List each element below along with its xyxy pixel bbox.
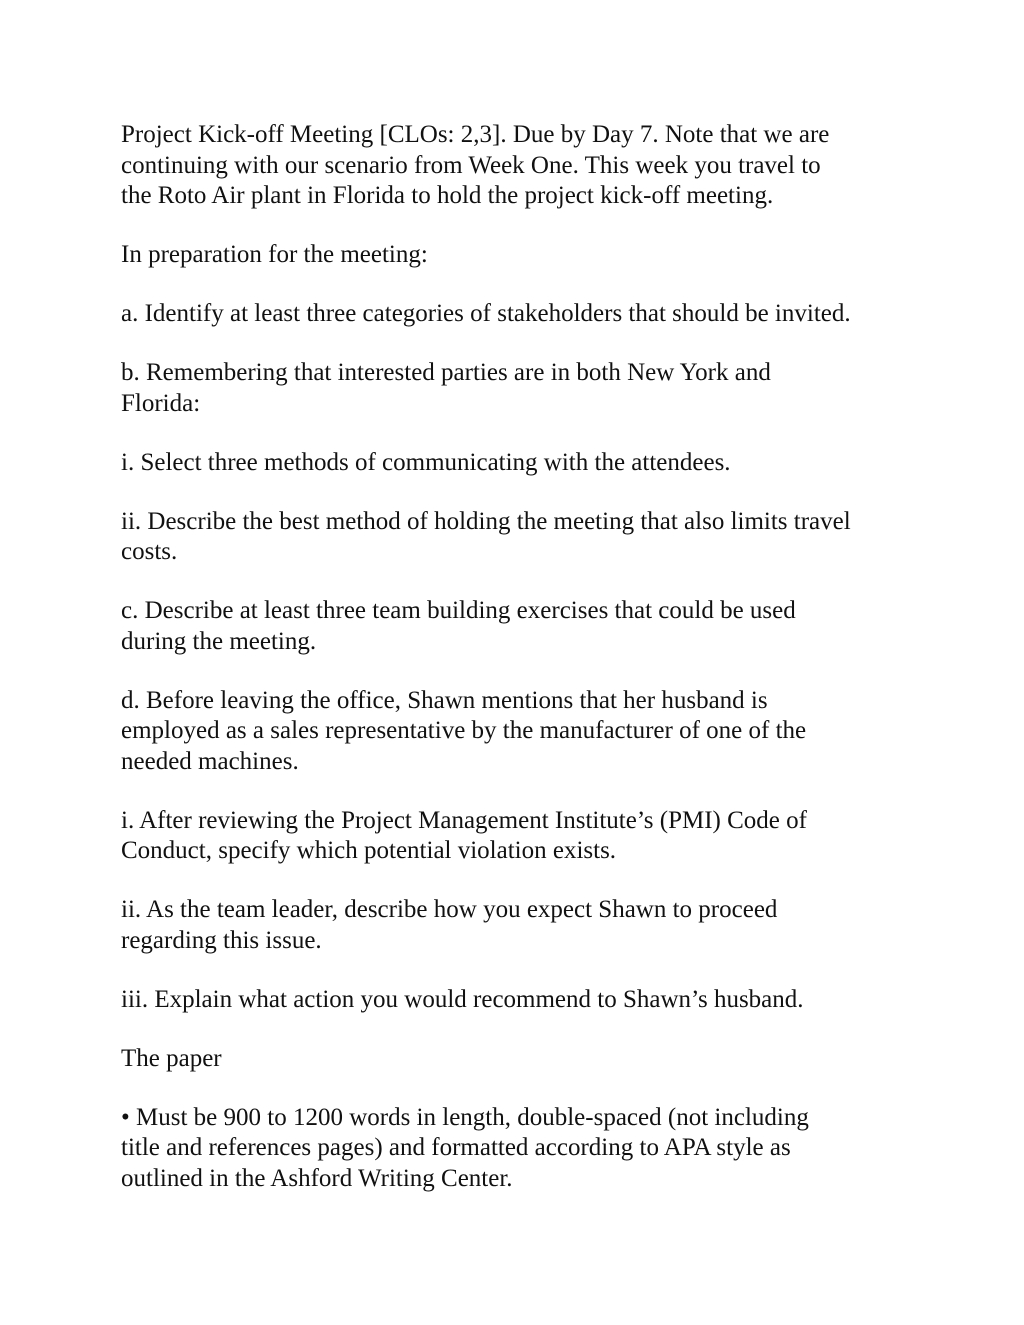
item-d-i-code-of-conduct: i. After reviewing the Project Management Institute’s (PMI) Code of Conduct, specify which potential violation exists. [121, 806, 807, 864]
document-body [121, 120, 921, 1194]
item-a-stakeholders: a. Identify at least three categories of stakeholders that should be invited. [121, 300, 851, 327]
intro-paragraph: Project Kick-off Meeting [CLOs: 2,3]. Due by Day 7. Note that we are continuing with our scenario from Week One. This week you travel to the Roto Air plant in Florida to hold the project kick-off meeting. [121, 121, 830, 209]
paper-heading: The paper [121, 1044, 222, 1072]
preparation-heading: In preparation for the meeting: [121, 241, 428, 268]
item-b-ii-meeting-method: ii. Describe the best method of holding the meeting that also limits travel costs. [121, 507, 851, 565]
paper-requirement-bullet: • Must be 900 to 1200 words in length, double-spaced (not including title and references pages) and formatted according to APA style as outlined in the Ashford Writing Center. [121, 1103, 809, 1192]
item-d-iii-recommendation: iii. Explain what action you would recommend to Shawn’s husband. [121, 985, 804, 1013]
item-d-ii-proceed: ii. As the team leader, describe how you expect Shawn to proceed regarding this issue. [121, 896, 778, 954]
item-b-locations: b. Remembering that interested parties are in both New York and Florida: [121, 359, 771, 417]
item-c-team-building: c. Describe at least three team building exercises that could be used during the meeting. [121, 597, 796, 655]
item-d-conflict: d. Before leaving the office, Shawn mentions that her husband is employed as a sales representative by the manufacturer of one of the needed machines. [121, 686, 807, 775]
item-b-i-communication: i. Select three methods of communicating with the attendees. [121, 448, 731, 476]
